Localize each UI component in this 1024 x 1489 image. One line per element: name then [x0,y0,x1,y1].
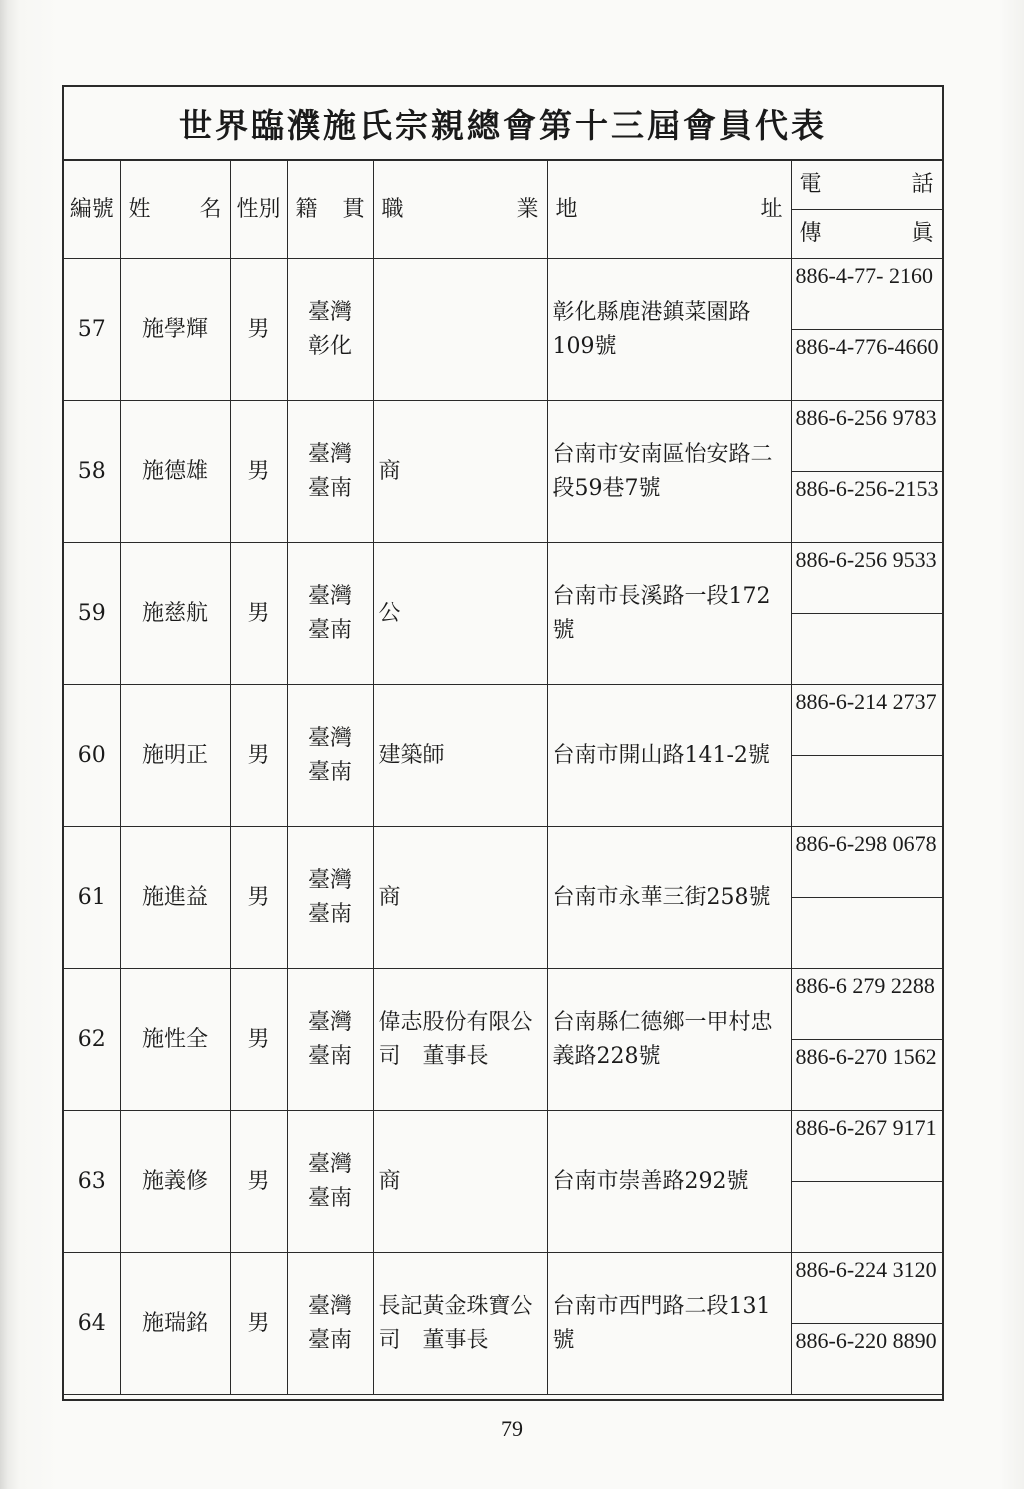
member-table [64,161,943,1395]
roster-frame [62,85,944,1401]
member-sex: 男 [230,259,287,401]
native-country: 臺灣 [307,583,352,609]
member-telephone: 886-6-256 9783 [791,401,942,472]
member-number: 64 [64,1253,120,1395]
header-native-left: 籍 [295,196,318,222]
member-row [64,827,942,898]
member-rows [64,259,942,1395]
member-name: 施進益 [120,827,230,969]
member-sex: 男 [230,685,287,827]
header-native-right: 貫 [342,196,365,222]
member-name: 施學輝 [120,259,230,401]
member-fax: 886-4-776-4660 [791,330,942,401]
member-sex: 男 [230,827,287,969]
member-address: 台南市永華三街258號 [547,827,791,969]
member-native-place [287,259,373,401]
header-name-right: 名 [199,196,222,222]
native-country: 臺灣 [307,1009,352,1035]
header-address-left: 地 [555,196,578,222]
member-native-place [287,827,373,969]
member-number: 63 [64,1111,120,1253]
member-number: 60 [64,685,120,827]
header-address-right: 址 [760,196,783,222]
member-row [64,1253,942,1324]
member-fax: 886-6-220 8890 [791,1324,942,1395]
native-country: 臺灣 [307,1293,352,1319]
native-city: 臺南 [307,1043,352,1069]
member-occupation: 公 [373,543,547,685]
member-address: 台南市西門路二段131號 [547,1253,791,1395]
member-address: 台南縣仁德鄉一甲村忠義路228號 [547,969,791,1111]
native-city: 臺南 [307,901,352,927]
member-address: 台南市安南區怡安路二段59巷7號 [547,401,791,543]
member-native-place [287,685,373,827]
member-fax [791,898,942,969]
header-fax [791,210,942,259]
member-name: 施明正 [120,685,230,827]
member-telephone: 886-6-298 0678 [791,827,942,898]
native-city: 臺南 [307,475,352,501]
member-fax: 886-6-256-2153 [791,472,942,543]
member-row [64,1111,942,1182]
member-occupation [373,259,547,401]
header-name-left: 姓 [128,196,151,222]
native-country: 臺灣 [307,725,352,751]
member-number: 61 [64,827,120,969]
member-occupation: 商 [373,401,547,543]
header-fax-right: 眞 [911,221,934,246]
native-country: 臺灣 [307,299,352,325]
page-number: 79 [501,1416,523,1441]
header-name [120,161,230,259]
member-occupation: 偉志股份有限公司 董事長 [373,969,547,1111]
member-telephone: 886-4-77- 2160 [791,259,942,330]
member-name: 施慈航 [120,543,230,685]
member-telephone: 886-6-267 9171 [791,1111,942,1182]
native-city: 臺南 [307,617,352,643]
member-telephone: 886-6-224 3120 [791,1253,942,1324]
member-number: 57 [64,259,120,401]
native-country: 臺灣 [307,1151,352,1177]
native-city: 臺南 [307,759,352,785]
header-job-left: 職 [381,196,404,222]
member-number: 62 [64,969,120,1111]
member-row [64,259,942,330]
member-sex: 男 [230,1253,287,1395]
header-job-right: 業 [516,196,539,222]
member-native-place [287,969,373,1111]
member-address: 彰化縣鹿港鎮菜園路109號 [547,259,791,401]
header-sex: 性別 [230,161,287,259]
header-tel-right: 話 [911,172,934,197]
member-fax [791,756,942,827]
member-fax [791,614,942,685]
member-native-place [287,543,373,685]
member-occupation: 長記黃金珠寶公司 董事長 [373,1253,547,1395]
member-name: 施德雄 [120,401,230,543]
member-telephone: 886-6-214 2737 [791,685,942,756]
header-native [287,161,373,259]
member-sex: 男 [230,543,287,685]
member-address: 台南市開山路141-2號 [547,685,791,827]
member-name: 施性全 [120,969,230,1111]
header-job [373,161,547,259]
member-fax: 886-6-270 1562 [791,1040,942,1111]
member-sex: 男 [230,969,287,1111]
member-row [64,401,942,472]
page-title: 世界臨濮施氏宗親總會第十三屆會員代表 [64,87,942,161]
native-country: 臺灣 [307,867,352,893]
header-row [64,161,942,210]
member-address: 台南市長溪路一段172號 [547,543,791,685]
member-row [64,685,942,756]
native-city: 臺南 [307,1185,352,1211]
member-row [64,543,942,614]
member-row [64,969,942,1040]
header-tel-left: 電 [799,172,822,197]
member-address: 台南市崇善路292號 [547,1111,791,1253]
member-sex: 男 [230,401,287,543]
header-fax-left: 傳 [799,221,822,246]
member-number: 59 [64,543,120,685]
member-native-place [287,1111,373,1253]
member-occupation: 建築師 [373,685,547,827]
member-fax [791,1182,942,1253]
native-city: 彰化 [307,333,352,359]
member-telephone: 886-6-256 9533 [791,543,942,614]
header-number: 編號 [64,161,120,259]
member-occupation: 商 [373,1111,547,1253]
member-sex: 男 [230,1111,287,1253]
member-native-place [287,401,373,543]
header-tel [791,161,942,210]
native-city: 臺南 [307,1327,352,1353]
member-native-place [287,1253,373,1395]
member-name: 施義修 [120,1111,230,1253]
member-name: 施瑞銘 [120,1253,230,1395]
member-number: 58 [64,401,120,543]
member-occupation: 商 [373,827,547,969]
native-country: 臺灣 [307,441,352,467]
member-telephone: 886-6 279 2288 [791,969,942,1040]
header-address [547,161,791,259]
